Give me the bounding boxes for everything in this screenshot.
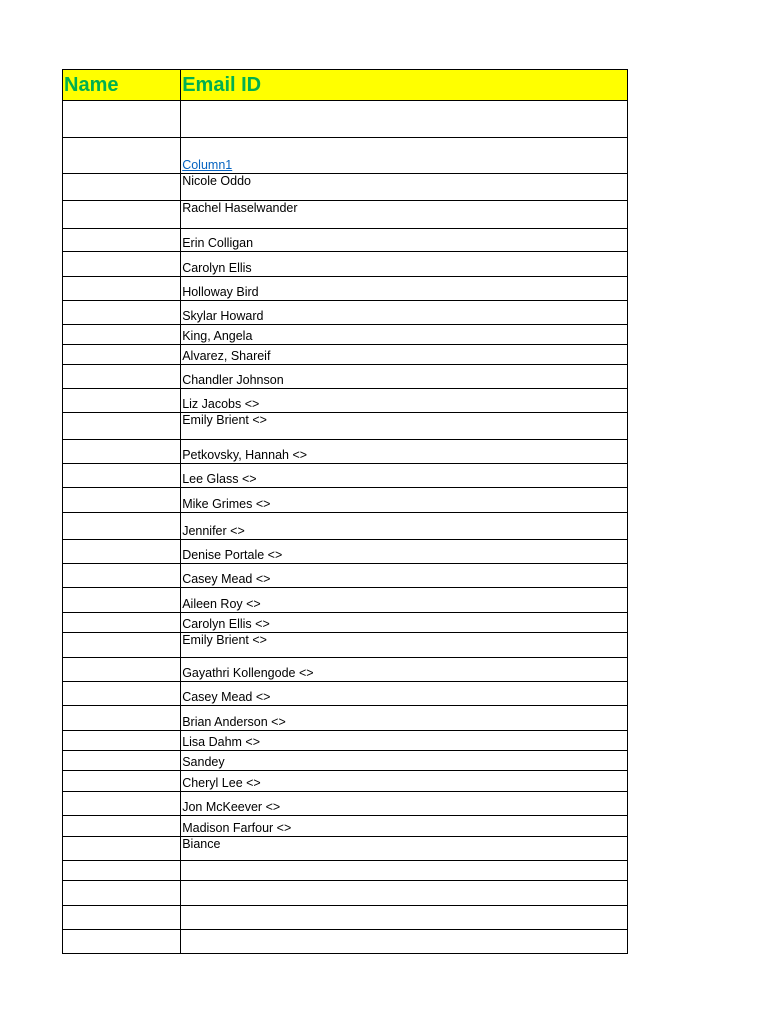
email-cell[interactable]: Carolyn Ellis [181, 252, 628, 277]
email-cell[interactable] [181, 881, 628, 906]
name-cell[interactable] [63, 365, 181, 389]
header-row [63, 70, 628, 101]
email-cell[interactable]: Lisa Dahm <> [181, 731, 628, 751]
table-row [63, 540, 628, 564]
table-row [63, 706, 628, 731]
email-cell[interactable]: Madison Farfour <> [181, 816, 628, 837]
table-row [63, 389, 628, 413]
name-cell[interactable] [63, 277, 181, 301]
table-row [63, 174, 628, 201]
table-row [63, 792, 628, 816]
name-cell[interactable] [63, 174, 181, 201]
name-cell[interactable] [63, 881, 181, 906]
email-cell[interactable]: Jennifer <> [181, 513, 628, 540]
email-cell[interactable] [181, 101, 628, 138]
email-cell[interactable]: Holloway Bird [181, 277, 628, 301]
email-cell[interactable]: Emily Brient <> [181, 413, 628, 440]
name-cell[interactable] [63, 345, 181, 365]
email-cell[interactable] [181, 930, 628, 954]
email-cell[interactable]: Emily Brient <> [181, 633, 628, 658]
table-row [63, 564, 628, 588]
name-cell[interactable] [63, 413, 181, 440]
email-cell[interactable]: Brian Anderson <> [181, 706, 628, 731]
table-row [63, 277, 628, 301]
email-cell[interactable]: Biance [181, 837, 628, 861]
name-cell[interactable] [63, 731, 181, 751]
name-cell[interactable] [63, 540, 181, 564]
name-cell[interactable] [63, 252, 181, 277]
name-cell[interactable] [63, 837, 181, 861]
email-cell[interactable]: King, Angela [181, 325, 628, 345]
email-cell[interactable]: Rachel Haselwander [181, 201, 628, 229]
table-row [63, 229, 628, 252]
email-cell[interactable]: Cheryl Lee <> [181, 771, 628, 792]
email-cell[interactable]: Lee Glass <> [181, 464, 628, 488]
name-cell[interactable] [63, 613, 181, 633]
email-cell[interactable]: Carolyn Ellis <> [181, 613, 628, 633]
table-row [63, 101, 628, 138]
table-row [63, 751, 628, 771]
table-row [63, 365, 628, 389]
name-cell[interactable] [63, 488, 181, 513]
table-row [63, 682, 628, 706]
email-cell[interactable]: Alvarez, Shareif [181, 345, 628, 365]
email-cell[interactable]: Chandler Johnson [181, 365, 628, 389]
name-cell[interactable] [63, 564, 181, 588]
table-row [63, 413, 628, 440]
email-column-header[interactable]: Email ID [181, 70, 628, 101]
table-row [63, 513, 628, 540]
table-row [63, 488, 628, 513]
name-cell[interactable] [63, 301, 181, 325]
name-cell[interactable] [63, 771, 181, 792]
name-cell[interactable] [63, 792, 181, 816]
email-cell[interactable]: Mike Grimes <> [181, 488, 628, 513]
email-cell[interactable]: Casey Mead <> [181, 682, 628, 706]
table-row [63, 861, 628, 881]
table-row [63, 658, 628, 682]
name-cell[interactable] [63, 706, 181, 731]
name-cell[interactable] [63, 138, 181, 174]
email-cell[interactable] [181, 906, 628, 930]
email-cell[interactable] [181, 861, 628, 881]
table-row [63, 138, 628, 174]
table-row [63, 301, 628, 325]
name-cell[interactable] [63, 513, 181, 540]
email-cell[interactable]: Jon McKeever <> [181, 792, 628, 816]
table-row [63, 881, 628, 906]
email-cell[interactable]: Liz Jacobs <> [181, 389, 628, 413]
name-column-header[interactable]: Name [63, 70, 181, 101]
email-cell[interactable]: Gayathri Kollengode <> [181, 658, 628, 682]
table-row [63, 345, 628, 365]
table-row [63, 252, 628, 277]
email-cell[interactable]: Sandey [181, 751, 628, 771]
email-cell[interactable]: Denise Portale <> [181, 540, 628, 564]
name-cell[interactable] [63, 325, 181, 345]
name-cell[interactable] [63, 588, 181, 613]
name-cell[interactable] [63, 229, 181, 252]
table-body [63, 101, 628, 954]
table-row [63, 325, 628, 345]
table-row [63, 613, 628, 633]
name-cell[interactable] [63, 906, 181, 930]
table-row [63, 731, 628, 751]
email-cell[interactable]: Skylar Howard [181, 301, 628, 325]
email-cell[interactable]: Petkovsky, Hannah <> [181, 440, 628, 464]
table-row [63, 633, 628, 658]
column-label-link[interactable]: Column1 [182, 158, 233, 172]
name-cell[interactable] [63, 930, 181, 954]
spreadsheet-table [62, 69, 628, 954]
name-cell[interactable] [63, 389, 181, 413]
table-row [63, 771, 628, 792]
table-row [63, 930, 628, 954]
table-row [63, 464, 628, 488]
table-row [63, 816, 628, 837]
email-cell[interactable] [181, 138, 628, 174]
email-cell[interactable]: Erin Colligan [181, 229, 628, 252]
name-cell[interactable] [63, 658, 181, 682]
name-cell[interactable] [63, 633, 181, 658]
table-row [63, 440, 628, 464]
name-cell[interactable] [63, 816, 181, 837]
table-row [63, 201, 628, 229]
table-row [63, 588, 628, 613]
name-cell[interactable] [63, 201, 181, 229]
table-row [63, 837, 628, 861]
name-cell[interactable] [63, 682, 181, 706]
name-cell[interactable] [63, 464, 181, 488]
name-cell[interactable] [63, 440, 181, 464]
table-row [63, 906, 628, 930]
name-cell[interactable] [63, 751, 181, 771]
email-cell[interactable]: Casey Mead <> [181, 564, 628, 588]
name-cell[interactable] [63, 861, 181, 881]
email-cell[interactable]: Aileen Roy <> [181, 588, 628, 613]
name-cell[interactable] [63, 101, 181, 138]
email-cell[interactable]: Nicole Oddo [181, 174, 628, 201]
